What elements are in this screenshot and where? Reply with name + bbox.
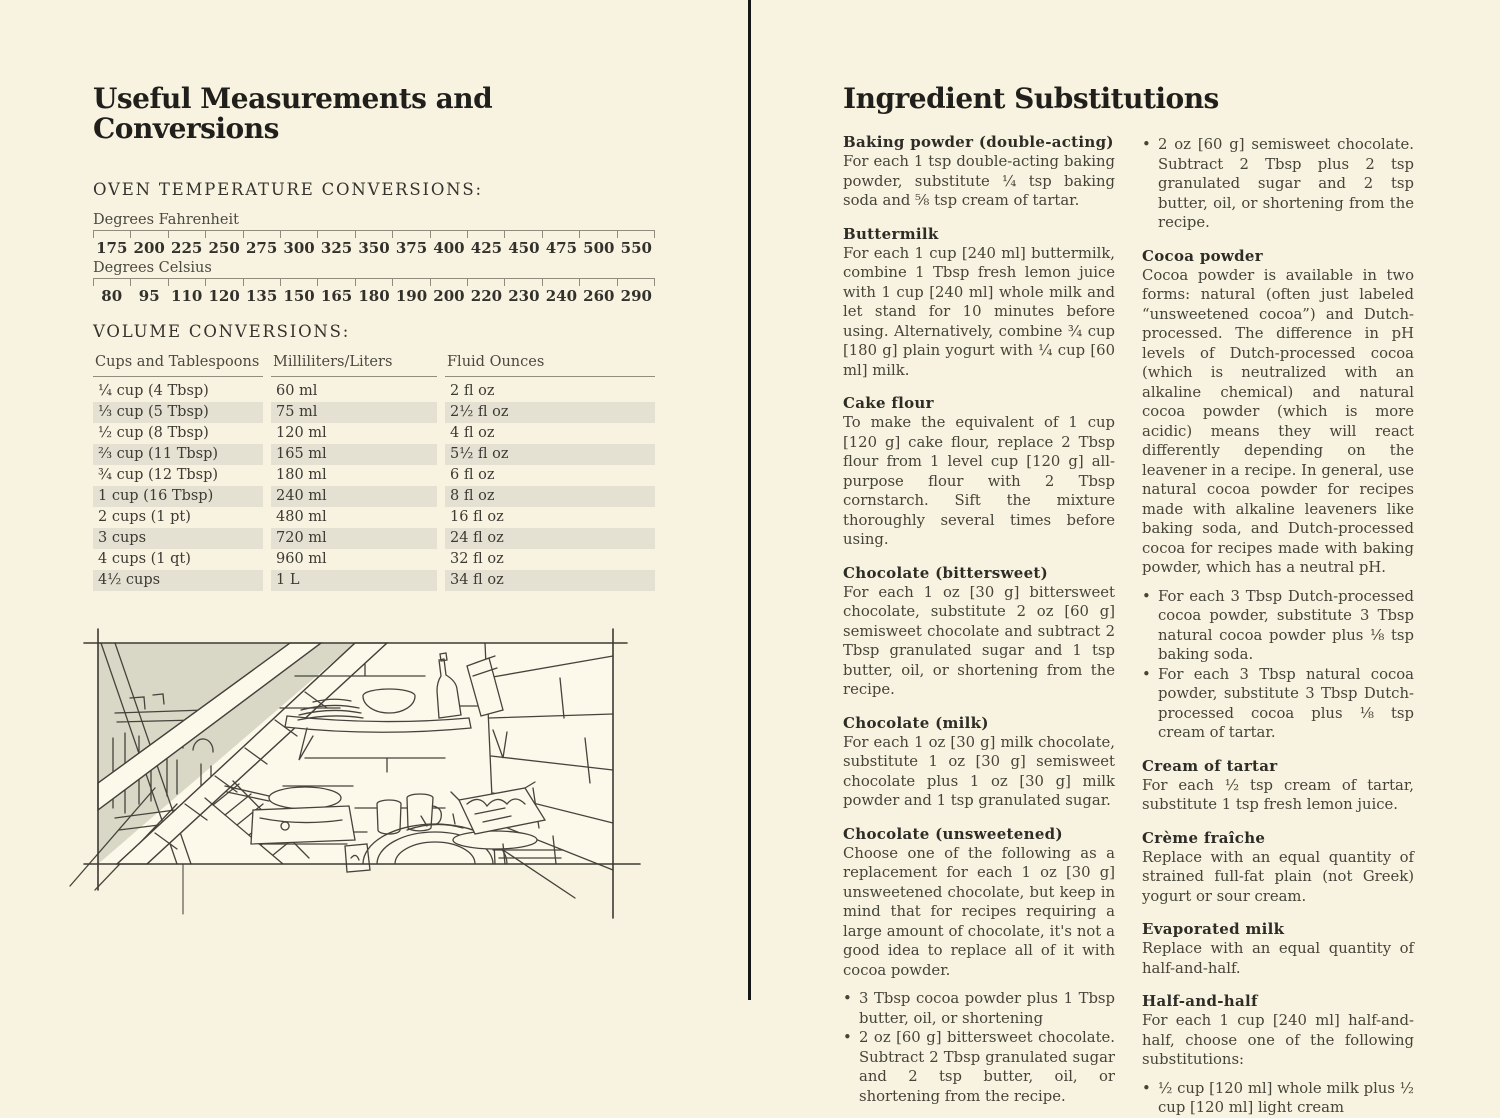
table-cell: 6 fl oz: [450, 467, 495, 483]
ingredient-heading: Cocoa powder: [1142, 246, 1263, 265]
scale-value: 150: [283, 287, 315, 305]
scale-tick: [504, 279, 541, 286]
table-cell: 165 ml: [271, 444, 437, 465]
table-row: [93, 507, 655, 528]
substitution-text: To make the equivalent of 1 cup [120 g] cake flour, replace 2 Tbsp flour from 1 level cup [120 g] all-purpose flour with 2 Tbsp cornstarch. Sift the mixture thoroughly several times before using.: [843, 414, 1115, 548]
celsius-scale: [93, 278, 655, 306]
fahrenheit-label: Degrees Fahrenheit: [93, 212, 239, 228]
scale-tick: [617, 231, 654, 238]
table-cell: 60 ml: [276, 383, 318, 399]
substitution-text: For each 1 oz [30 g] milk chocolate, substitute 1 oz [30 g] semisweet chocolate plus 1 oz [30 g] milk powder and 1 tsp granulated sugar.: [843, 733, 1115, 809]
substitution-text: For each ½ tsp cream of tartar, substitute 1 tsp fresh lemon juice.: [1142, 776, 1414, 813]
substitutions-column-2: [1142, 126, 1414, 1118]
substitution-entry: [1142, 828, 1414, 907]
table-cell: 2 fl oz: [450, 383, 495, 399]
substitutions-column-1: [843, 126, 1115, 1118]
scale-tick: [93, 231, 130, 238]
ingredient-heading: Buttermilk: [843, 224, 939, 243]
scale-value: 95: [138, 287, 160, 305]
substitution-entry: [843, 132, 1115, 211]
scale-tick: [168, 231, 205, 238]
ingredient-heading: Baking powder (double-acting): [843, 133, 1114, 151]
substitution-entry: [843, 713, 1115, 811]
ingredient-heading: Chocolate (milk): [843, 713, 989, 732]
table-cell: 32 fl oz: [450, 551, 504, 567]
scale-value: 375: [395, 239, 428, 257]
bullet-text: ½ cup [120 ml] whole milk plus ½ cup [120 ml] light cream: [1158, 1079, 1414, 1116]
table-cell: ¼ cup (4 Tbsp): [98, 383, 209, 399]
substitution-text: Cocoa powder is available in two forms: natural (often just labeled “unsweetened cocoa”) and Dutch-processed. The difference in pH levels of Dutch-processed cocoa (which is neutralized with an alkaline chemical) and natural cocoa powder (which is more acidic) means they will react differently depending on the leavener in a recipe. In general, use natural cocoa powder for recipes made with alkaline leaveners like baking soda, and Dutch-processed cocoa for recipes made with baking powder, which has a neutral pH.: [1142, 266, 1414, 576]
table-cell: 4 cups (1 qt): [98, 551, 191, 567]
scale-value: 120: [208, 287, 240, 305]
table-cell: ⅓ cup (5 Tbsp): [93, 402, 263, 423]
table-cell: 720 ml: [271, 528, 437, 549]
substitution-bullet-item: [843, 1028, 1115, 1106]
scale-ticks: [93, 231, 655, 238]
table-body: [93, 381, 655, 591]
substitution-bullet-item: [1142, 1079, 1414, 1118]
kitchen-sketch-illustration: [55, 618, 665, 948]
scale-value: 300: [283, 239, 315, 257]
table-cell: 2½ fl oz: [445, 402, 655, 423]
substitution-entry: [1142, 135, 1414, 233]
volume-conversions-heading: VOLUME CONVERSIONS:: [93, 322, 351, 341]
table-cell: 240 ml: [271, 486, 437, 507]
scale-value: 110: [171, 287, 203, 305]
table-cell: ¾ cup (12 Tbsp): [98, 467, 219, 483]
scale-value: 165: [320, 287, 353, 305]
scale-value: 230: [508, 287, 540, 305]
scale-tick: [504, 231, 541, 238]
substitution-bullet-list: [1142, 1079, 1414, 1118]
table-cell: 120 ml: [276, 425, 327, 441]
ingredient-heading: Evaporated milk: [1142, 920, 1285, 938]
scale-tick: [392, 279, 429, 286]
substitution-text: Replace with an equal quantity of strained full-fat plain (not Greek) yogurt or sour cream.: [1142, 848, 1414, 905]
scale-value: 400: [433, 239, 465, 257]
bullet-dot: •: [1142, 665, 1151, 683]
scale-tick: [243, 279, 280, 286]
scale-value: 220: [470, 287, 503, 305]
scale-tick: [542, 279, 579, 286]
ingredient-heading: Chocolate (unsweetened): [843, 824, 1063, 843]
table-cell: 3 cups: [93, 528, 263, 549]
scale-tick: [579, 279, 616, 286]
table-row: [93, 381, 655, 402]
table-cell: 24 fl oz: [445, 528, 655, 549]
substitution-entry: [1142, 919, 1414, 978]
table-row: [93, 465, 655, 486]
scale-tick: [355, 279, 392, 286]
bullet-dot: •: [1142, 587, 1151, 605]
bullet-dot: •: [843, 990, 852, 1007]
bullet-dot: •: [843, 1029, 852, 1046]
scale-value: 260: [583, 287, 615, 305]
left-page-title: Useful Measurements and Conversions: [93, 82, 493, 145]
scale-tick: [430, 231, 467, 238]
scale-tick: [355, 231, 392, 238]
scale-value: 240: [545, 287, 578, 305]
substitution-text: Choose one of the following as a replacement for each 1 oz [30 g] unsweetened chocolate, but keep in mind that for recipes requiring a large amount of chocolate, it's not a good idea to replace all of it with cocoa powder.: [843, 844, 1115, 979]
table-row: [93, 549, 655, 570]
scale-value: 175: [96, 239, 128, 257]
table-row: [93, 528, 655, 549]
ingredient-heading: Half-and-half: [1142, 992, 1258, 1010]
volume-table: [93, 354, 655, 591]
scale-value: 550: [620, 239, 652, 257]
scale-tick: [654, 231, 655, 238]
ingredient-heading: Cake flour: [843, 394, 934, 412]
substitution-text: For each 1 cup [240 ml] half-and-half, choose one of the following substitutions:: [1142, 1012, 1414, 1068]
substitution-bullet-item: [1142, 135, 1414, 233]
scale-tick: [280, 231, 317, 238]
scale-value: 190: [395, 287, 428, 305]
scale-value: 425: [470, 239, 503, 257]
left-page: [0, 0, 748, 1000]
table-cell: 1 cup (16 Tbsp): [93, 486, 263, 507]
scale-values: [93, 239, 655, 258]
table-cell: 1 L: [271, 570, 437, 591]
scale-value: 275: [245, 239, 278, 257]
scale-tick: [617, 279, 654, 286]
table-header-row: [93, 354, 655, 377]
scale-value: 135: [245, 287, 278, 305]
scale-value: 325: [320, 239, 353, 257]
table-cell: 480 ml: [276, 509, 327, 525]
table-row: [93, 570, 655, 591]
table-cell: 180 ml: [276, 467, 327, 483]
column-header: Fluid Ounces: [445, 354, 655, 377]
ingredient-heading: Cream of tartar: [1142, 756, 1278, 775]
bullet-text: 3 Tbsp cocoa powder plus 1 Tbsp butter, oil, or shortening: [859, 990, 1115, 1027]
scale-tick: [579, 231, 616, 238]
scale-value: 200: [433, 287, 465, 305]
scale-tick: [317, 279, 354, 286]
table-cell: 16 fl oz: [450, 509, 504, 525]
table-cell: 960 ml: [276, 551, 327, 567]
right-page-title: Ingredient Substitutions: [843, 82, 1219, 115]
substitution-text: For each 1 tsp double-acting baking powder, substitute ¼ tsp baking soda and ⅝ tsp cream of tartar.: [843, 153, 1115, 209]
scale-tick: [130, 231, 167, 238]
scale-tick: [392, 231, 429, 238]
bullet-dot: •: [1142, 1079, 1151, 1097]
scale-ticks: [93, 279, 655, 286]
scale-tick: [280, 279, 317, 286]
table-cell: 5½ fl oz: [445, 444, 655, 465]
scale-value: 250: [208, 239, 240, 257]
scale-tick: [317, 231, 354, 238]
substitution-bullet-list: [843, 989, 1115, 1106]
ingredient-heading: Crème fraîche: [1142, 828, 1266, 847]
substitution-entry: [843, 824, 1115, 1107]
table-cell: 34 fl oz: [445, 570, 655, 591]
bullet-text: 2 oz [60 g] semisweet chocolate. Subtract 2 Tbsp plus 2 tsp granulated sugar and 2 tsp butter, oil, or shortening from the recipe.: [1158, 136, 1414, 231]
scale-tick: [205, 279, 242, 286]
bullet-text: For each 3 Tbsp Dutch-processed cocoa powder, substitute 3 Tbsp natural cocoa powder plus ⅛ tsp baking soda.: [1158, 587, 1414, 663]
scale-tick: [467, 279, 504, 286]
substitution-bullet-list: [1142, 135, 1414, 233]
substitution-bullet-item: [843, 989, 1115, 1028]
substitution-text: Replace with an equal quantity of half-and-half.: [1142, 940, 1414, 977]
scale-tick: [168, 279, 205, 286]
scale-tick: [93, 279, 130, 286]
scale-tick: [654, 279, 655, 286]
substitution-entry: [1142, 991, 1414, 1118]
substitution-entry: [843, 393, 1115, 550]
table-cell: ½ cup (8 Tbsp): [98, 425, 209, 441]
column-header: Cups and Tablespoons: [93, 354, 263, 377]
celsius-label: Degrees Celsius: [93, 260, 212, 276]
scale-value: 290: [620, 287, 652, 305]
bullet-text: 2 oz [60 g] bittersweet chocolate. Subtract 2 Tbsp granulated sugar and 2 tsp butter, oil, or shortening from the recipe.: [859, 1029, 1115, 1105]
table-row: [93, 402, 655, 423]
substitution-text: For each 1 cup [240 ml] buttermilk, combine 1 Tbsp fresh lemon juice with 1 cup [240 ml] whole milk and let stand for 10 minutes before using. Alternatively, combine ¾ cup [180 g] plain yogurt with ¼ cup [60 ml] milk.: [843, 244, 1115, 379]
table-cell: 8 fl oz: [445, 486, 655, 507]
scale-tick: [467, 231, 504, 238]
scale-value: 500: [583, 239, 615, 257]
substitution-entry: [843, 563, 1115, 700]
right-page: [751, 0, 1500, 1116]
scale-value: 200: [133, 239, 165, 257]
scale-tick: [430, 279, 467, 286]
bullet-text: For each 3 Tbsp natural cocoa powder, substitute 3 Tbsp Dutch-processed cocoa plus ⅛ tsp cream of tartar.: [1158, 665, 1414, 741]
table-row: [93, 423, 655, 444]
substitution-entry: [1142, 246, 1414, 743]
table-row: [93, 486, 655, 507]
scale-value: 180: [358, 287, 390, 305]
substitution-bullet-item: [1142, 665, 1414, 743]
substitution-bullet-item: [1142, 587, 1414, 665]
fahrenheit-scale: [93, 230, 655, 258]
scale-value: 350: [358, 239, 390, 257]
ingredient-heading: Chocolate (bittersweet): [843, 563, 1049, 582]
substitution-entry: [843, 224, 1115, 381]
scale-tick: [130, 279, 167, 286]
bullet-dot: •: [1142, 136, 1151, 153]
substitution-entry: [1142, 756, 1414, 815]
substitution-text: For each 1 oz [30 g] bittersweet chocolate, substitute 2 oz [60 g] semisweet chocolate and subtract 2 Tbsp granulated sugar and 1 tsp butter, oil, or shortening from the recipe.: [843, 583, 1115, 698]
table-row: [93, 444, 655, 465]
oven-temperature-heading: OVEN TEMPERATURE CONVERSIONS:: [93, 180, 483, 199]
column-header: Milliliters/Liters: [271, 354, 437, 377]
table-cell: 2 cups (1 pt): [98, 509, 191, 525]
scale-value: 80: [101, 287, 123, 305]
scale-tick: [542, 231, 579, 238]
table-cell: 4½ cups: [93, 570, 263, 591]
scale-tick: [243, 231, 280, 238]
scale-value: 225: [171, 239, 203, 257]
table-cell: ⅔ cup (11 Tbsp): [93, 444, 263, 465]
table-cell: 75 ml: [271, 402, 437, 423]
scale-value: 475: [545, 239, 578, 257]
scale-tick: [205, 231, 242, 238]
scale-values: [93, 287, 655, 306]
substitution-bullet-list: [1142, 587, 1414, 743]
table-cell: 4 fl oz: [450, 425, 495, 441]
scale-value: 450: [508, 239, 540, 257]
